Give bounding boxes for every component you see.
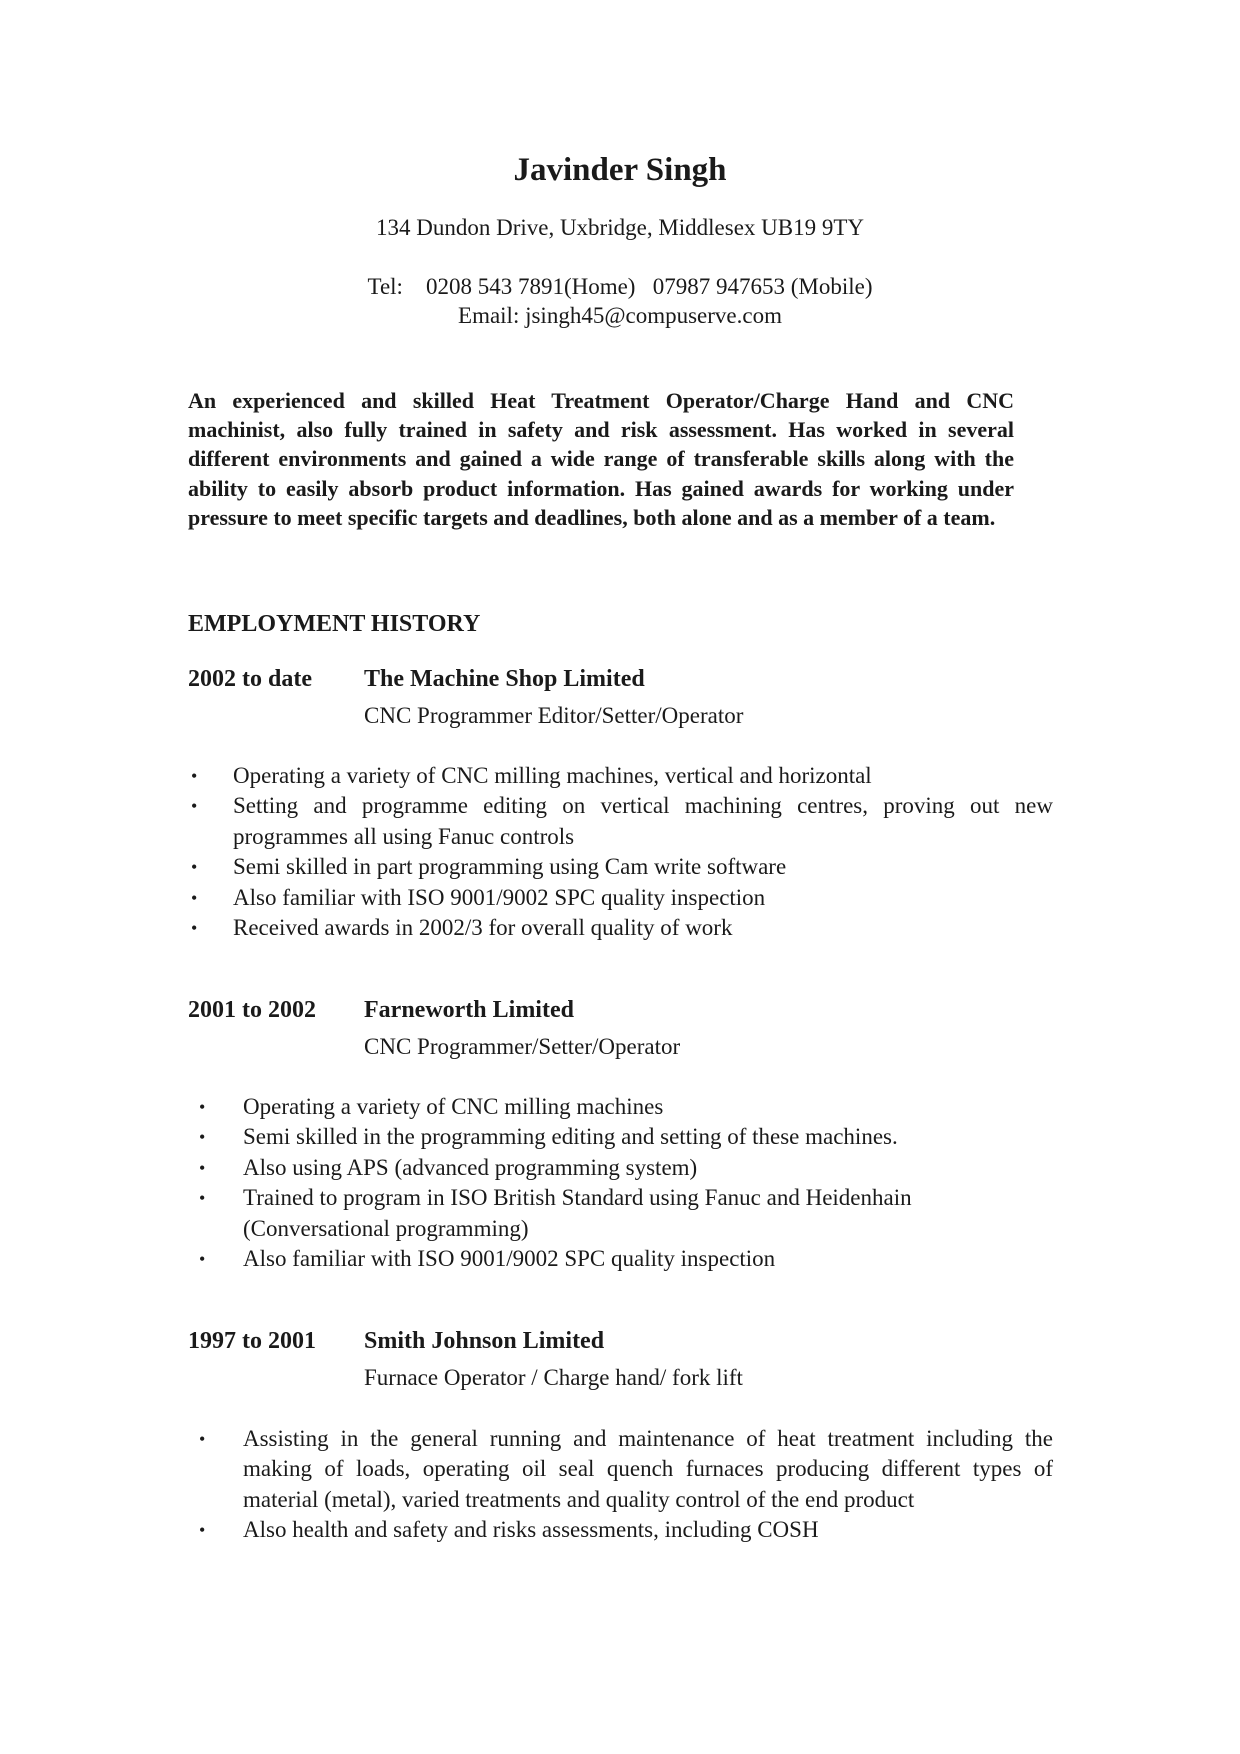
list-item: • Semi skilled in part programming using Cam write software [233,852,1053,882]
bullet-icon: • [199,1127,206,1148]
list-item: • Also familiar with ISO 9001/9002 SPC quality inspection [243,1244,1043,1274]
job-duties-list [191,761,1053,943]
job-company: Farneworth Limited [364,997,574,1023]
bullet-icon: • [199,1157,206,1178]
job-period: 2001 to 2002 [188,997,316,1023]
list-item: • Also familiar with ISO 9001/9002 SPC quality inspection [233,883,1053,913]
profile-summary: An experienced and skilled Heat Treatment Operator/Charge Hand and CNC machinist, also fully trained in safety and risk assessment. Has worked in several different environments and gained a wide range of transferable skills along with the ability to easily absorb product information. Has gained awards for working under pressure to meet specific targets and deadlines, both alone and as a member of a team. [188,388,1014,530]
bullet-icon: • [191,918,198,939]
bullet-icon: • [191,887,198,908]
bullet-icon: • [199,1520,206,1541]
job-role: CNC Programmer/Setter/Operator [364,1034,681,1059]
employment-history-heading: EMPLOYMENT HISTORY [188,611,481,637]
job-duties-list [199,1092,1043,1274]
bullet-icon: • [191,766,198,786]
bullet-icon: • [191,796,198,817]
tel-mobile: 07987 947653 (Mobile) [652,274,873,299]
job-period: 2002 to date [188,666,312,692]
job-company: The Machine Shop Limited [364,666,645,692]
phone-line [0,273,1240,301]
list-item: • Also using APS (advanced programming system) [243,1153,1043,1183]
list-item: • Received awards in 2002/3 for overall quality of work [233,913,1053,943]
job-period: 1997 to 2001 [188,1328,316,1354]
job-duties-list [199,1424,1053,1546]
list-item: • Semi skilled in the programming editing and setting of these machines. [243,1122,1043,1152]
list-item: • Operating a variety of CNC milling machines [243,1092,1043,1122]
job-role: Furnace Operator / Charge hand/ fork lift [364,1365,743,1390]
email-line: Email: jsingh45@compuserve.com [458,303,782,328]
tel-label: Tel: [367,274,403,299]
bullet-icon: • [199,1429,206,1449]
bullet-icon: • [199,1249,206,1270]
job-company: Smith Johnson Limited [364,1328,605,1354]
bullet-icon: • [191,857,198,878]
bullet-icon: • [199,1097,206,1117]
list-item: • Setting and programme editing on vertical machining centres, proving out new programmes all using Fanuc controls [191,793,1053,849]
list-item: • Also health and safety and risks assessments, including COSH [243,1515,1053,1545]
tel-home: 0208 543 7891(Home) [425,274,636,299]
list-item: • Trained to program in ISO British Standard using Fanuc and Heidenhain (Conversational programming) [199,1185,912,1241]
job-role: CNC Programmer Editor/Setter/Operator [364,703,744,728]
list-item: • Assisting in the general running and maintenance of heat treatment including the making of loads, operating oil seal quench furnaces producing different types of material (metal), varied treatments and quality control of the end product [199,1426,1053,1512]
candidate-name: Javinder Singh [513,152,727,188]
address-line: 134 Dundon Drive, Uxbridge, Middlesex UB19 9TY [375,215,865,240]
list-item: • Operating a variety of CNC milling machines, vertical and horizontal [233,761,1053,791]
bullet-icon: • [199,1188,206,1209]
